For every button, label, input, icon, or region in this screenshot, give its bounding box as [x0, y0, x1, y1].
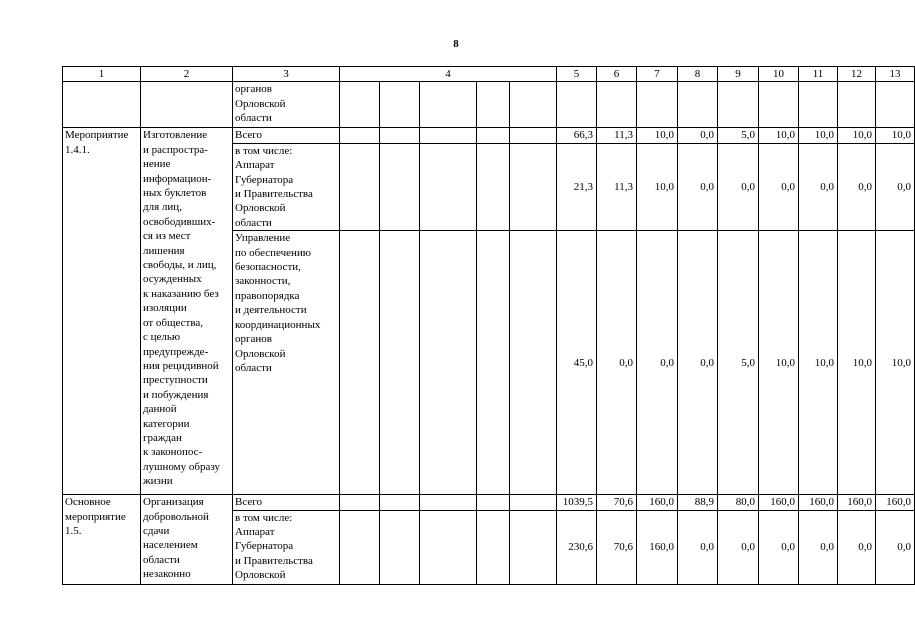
value-cell: 160,0 [637, 510, 678, 584]
code-subcell [510, 82, 557, 128]
value-cell: 5,0 [718, 128, 759, 143]
executor-cell [233, 128, 340, 143]
executor-text: Управление по обеспечению безопасности, законности, правопорядка и деятельности координационных органов Орловской области [235, 232, 321, 374]
code-subcell [380, 82, 420, 128]
value-cell: 0,0 [759, 510, 799, 584]
program-budget-table [62, 66, 915, 585]
header-cell: 8 [678, 67, 718, 82]
code-subcell [420, 82, 477, 128]
executor-text: в том числе: Аппарат Губернатора и Правительства Орловской области [235, 144, 313, 229]
value-cell: 0,0 [876, 510, 915, 584]
executor-cell [233, 82, 340, 128]
executor-cell [233, 143, 340, 230]
header-cell: 10 [759, 67, 799, 82]
value-cell [637, 82, 678, 128]
code-subcell [420, 128, 477, 143]
value-cell: 10,0 [637, 128, 678, 143]
code-subcell [510, 143, 557, 230]
value-cell [838, 82, 876, 128]
value-cell [597, 82, 637, 128]
value-cell [799, 82, 838, 128]
code-subcell [477, 510, 510, 584]
measure-name: Изготовление и распростра- нение информацион- ных буклетов для лиц, освободивших- ся из мест лишения свободы, и лиц, осужденных к наказанию без изоляции от общества, с целью предупрежде- ния рецидивной преступности и побуждения данной категории граждан к законопос- лушному образу жизни [143, 129, 220, 488]
code-subcell [380, 231, 420, 495]
code-subcell [477, 143, 510, 230]
value-cell: 0,0 [718, 143, 759, 230]
code-subcell [510, 495, 557, 510]
code-subcell [510, 231, 557, 495]
value-cell: 0,0 [799, 143, 838, 230]
value-cell: 160,0 [759, 495, 799, 510]
value-cell: 10,0 [876, 128, 915, 143]
code-subcell [340, 510, 380, 584]
value-cell: 0,0 [678, 128, 718, 143]
code-subcell [510, 510, 557, 584]
value-cell: 0,0 [799, 510, 838, 584]
value-cell: 70,6 [597, 510, 637, 584]
value-cell: 66,3 [557, 128, 597, 143]
value-cell: 80,0 [718, 495, 759, 510]
header-cell: 6 [597, 67, 637, 82]
header-cell: 1 [63, 67, 141, 82]
value-cell: 10,0 [759, 231, 799, 495]
value-cell: 10,0 [759, 128, 799, 143]
measure-code: Основное мероприятие 1.5. [65, 496, 126, 538]
value-cell: 160,0 [838, 495, 876, 510]
header-cell: 7 [637, 67, 678, 82]
value-cell: 10,0 [876, 231, 915, 495]
value-cell: 70,6 [597, 495, 637, 510]
value-cell: 160,0 [637, 495, 678, 510]
code-subcell [420, 231, 477, 495]
code-cell [63, 495, 141, 584]
code-subcell [380, 128, 420, 143]
value-cell [876, 82, 915, 128]
executor-cell [233, 495, 340, 510]
executor-text: Всего [235, 496, 262, 509]
code-subcell [340, 495, 380, 510]
header-cell: 11 [799, 67, 838, 82]
value-cell: 0,0 [759, 143, 799, 230]
header-cell: 9 [718, 67, 759, 82]
value-cell: 10,0 [838, 128, 876, 143]
value-cell: 0,0 [876, 143, 915, 230]
value-cell: 21,3 [557, 143, 597, 230]
value-cell: 10,0 [637, 143, 678, 230]
value-cell: 10,0 [799, 231, 838, 495]
executor-cell [233, 510, 340, 584]
value-cell: 0,0 [678, 231, 718, 495]
column-number-row [63, 67, 915, 82]
header-cell: 5 [557, 67, 597, 82]
value-cell [759, 82, 799, 128]
code-subcell [420, 143, 477, 230]
value-cell: 230,6 [557, 510, 597, 584]
code-cell [63, 128, 141, 495]
code-subcell [340, 82, 380, 128]
value-cell: 0,0 [838, 510, 876, 584]
name-cell [141, 82, 233, 128]
executor-text: органов Орловской области [235, 83, 286, 125]
value-cell: 0,0 [838, 143, 876, 230]
measure-code: Мероприятие 1.4.1. [65, 129, 129, 156]
header-cell: 2 [141, 67, 233, 82]
code-subcell [340, 231, 380, 495]
executor-text: Всего [235, 129, 262, 142]
code-cell [63, 82, 141, 128]
value-cell [718, 82, 759, 128]
value-cell: 160,0 [876, 495, 915, 510]
table-row [63, 128, 915, 143]
code-subcell [340, 143, 380, 230]
name-cell [141, 495, 233, 584]
value-cell: 11,3 [597, 128, 637, 143]
value-cell [678, 82, 718, 128]
value-cell: 0,0 [678, 510, 718, 584]
code-subcell [380, 495, 420, 510]
value-cell: 1039,5 [557, 495, 597, 510]
name-cell [141, 128, 233, 495]
value-cell: 0,0 [678, 143, 718, 230]
value-cell: 11,3 [597, 143, 637, 230]
value-cell: 0,0 [718, 510, 759, 584]
value-cell: 88,9 [678, 495, 718, 510]
executor-text: в том числе: Аппарат Губернатора и Правительства Орловской [235, 511, 313, 582]
code-subcell [477, 128, 510, 143]
code-subcell [510, 128, 557, 143]
value-cell [557, 82, 597, 128]
code-subcell [477, 82, 510, 128]
code-subcell [380, 510, 420, 584]
table-row [63, 495, 915, 510]
value-cell: 45,0 [557, 231, 597, 495]
code-subcell [420, 510, 477, 584]
table-row [63, 82, 915, 128]
header-cell: 4 [340, 67, 557, 82]
code-subcell [477, 231, 510, 495]
page-number: 8 [453, 38, 459, 50]
header-cell: 13 [876, 67, 915, 82]
code-subcell [380, 143, 420, 230]
value-cell: 10,0 [799, 128, 838, 143]
code-subcell [340, 128, 380, 143]
value-cell: 160,0 [799, 495, 838, 510]
value-cell: 0,0 [637, 231, 678, 495]
code-subcell [477, 495, 510, 510]
value-cell: 0,0 [597, 231, 637, 495]
code-subcell [420, 495, 477, 510]
value-cell: 5,0 [718, 231, 759, 495]
value-cell: 10,0 [838, 231, 876, 495]
measure-name: Организация добровольной сдачи населением области незаконно [143, 496, 209, 581]
header-cell: 12 [838, 67, 876, 82]
executor-cell [233, 231, 340, 495]
header-cell: 3 [233, 67, 340, 82]
